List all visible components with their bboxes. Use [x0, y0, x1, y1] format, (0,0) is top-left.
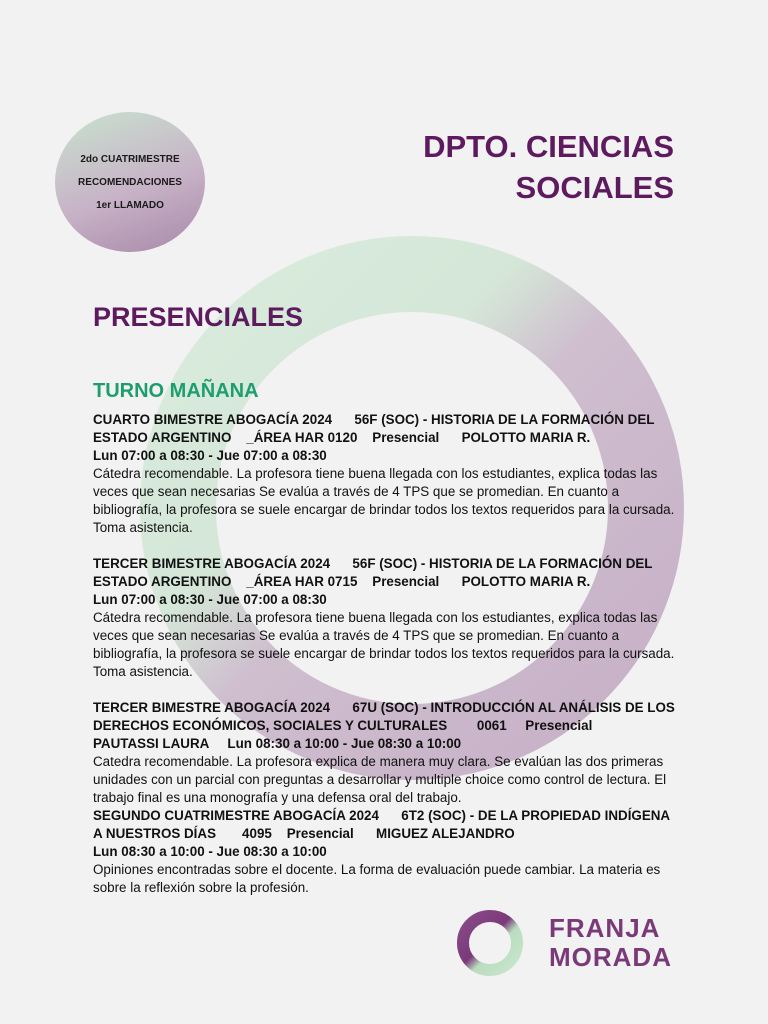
- course-header: CUARTO BIMESTRE ABOGACÍA 2024 56F (SOC) - HISTORIA DE LA FORMACIÓN DEL ESTADO ARGENTINO _ÁREA HAR 0120 Presencial POLOTTO MARIA R.: [93, 412, 658, 445]
- course-description: Cátedra recomendable. La profesora tiene buena llegada con los estudiantes, explica todas las veces que sean necesarias Se evalúa a través de 4 TPS que se promedian. En cuanto a bibliografía, la profesora se suele encargar de brindar todos los textos requeridos para la cursada. Toma asistencia.: [93, 466, 675, 535]
- course-entry: [93, 807, 678, 897]
- logo-line-2: MORADA: [549, 942, 672, 972]
- course-schedule: Lun 07:00 a 08:30 - Jue 07:00 a 08:30: [93, 448, 327, 463]
- course-header: TERCER BIMESTRE ABOGACÍA 2024 67U (SOC) - INTRODUCCIÓN AL ANÁLISIS DE LOS DERECHOS ECONÓMICOS, SOCIALES Y CULTURALES 0061 Presencial PAUTASSI LAURA Lun 08:30 a 10:00 - Jue 08:30 a 10:00: [93, 700, 679, 751]
- logo-wordmark: [549, 914, 672, 972]
- badge-line-1: 2do CUATRIMESTRE: [80, 153, 180, 165]
- semester-badge: [55, 112, 205, 252]
- course-description: Catedra recomendable. La profesora explica de manera muy clara. Se evalúan las dos primeras unidades con un parcial con preguntas a desarrollar y multiple choice como control de lectura. El trabajo final es una monografía y una defensa oral del trabajo.: [93, 754, 667, 805]
- course-schedule: Lun 08:30 a 10:00 - Jue 08:30 a 10:00: [93, 844, 327, 859]
- course-description: Opiniones encontradas sobre el docente. La forma de evaluación puede cambiar. La materia es sobre la reflexión sobre la profesión.: [93, 862, 661, 895]
- turno-heading: TURNO MAÑANA: [93, 380, 259, 402]
- course-header: TERCER BIMESTRE ABOGACÍA 2024 56F (SOC) - HISTORIA DE LA FORMACIÓN DEL ESTADO ARGENTINO _ÁREA HAR 0715 Presencial POLOTTO MARIA R.: [93, 556, 656, 589]
- logo-line-1: FRANJA: [549, 913, 661, 943]
- course-description: Cátedra recomendable. La profesora tiene buena llegada con los estudiantes, explica todas las veces que sean necesarias Se evalúa a través de 4 TPS que se promedian. En cuanto a bibliografía, la profesora se suele encargar de brindar todos los textos requeridos para la cursada. Toma asistencia.: [93, 610, 675, 679]
- course-entry: [93, 555, 678, 681]
- department-title: [354, 126, 674, 208]
- department-line-1: DPTO. CIENCIAS: [423, 129, 674, 164]
- section-title: PRESENCIALES: [93, 302, 304, 332]
- badge-line-2: RECOMENDACIONES: [78, 176, 182, 188]
- logo-ring-icon: [455, 908, 525, 978]
- franja-morada-logo: [455, 908, 685, 978]
- course-entry: [93, 699, 678, 807]
- course-list: [93, 411, 678, 897]
- course-entry: [93, 411, 678, 537]
- badge-line-3: 1er LLAMADO: [96, 199, 164, 211]
- course-header: SEGUNDO CUATRIMESTRE ABOGACÍA 2024 6T2 (SOC) - DE LA PROPIEDAD INDÍGENA A NUESTROS DÍAS 4095 Presencial MIGUEZ ALEJANDRO: [93, 808, 673, 841]
- course-schedule: Lun 07:00 a 08:30 - Jue 07:00 a 08:30: [93, 592, 327, 607]
- department-line-2: SOCIALES: [515, 170, 674, 205]
